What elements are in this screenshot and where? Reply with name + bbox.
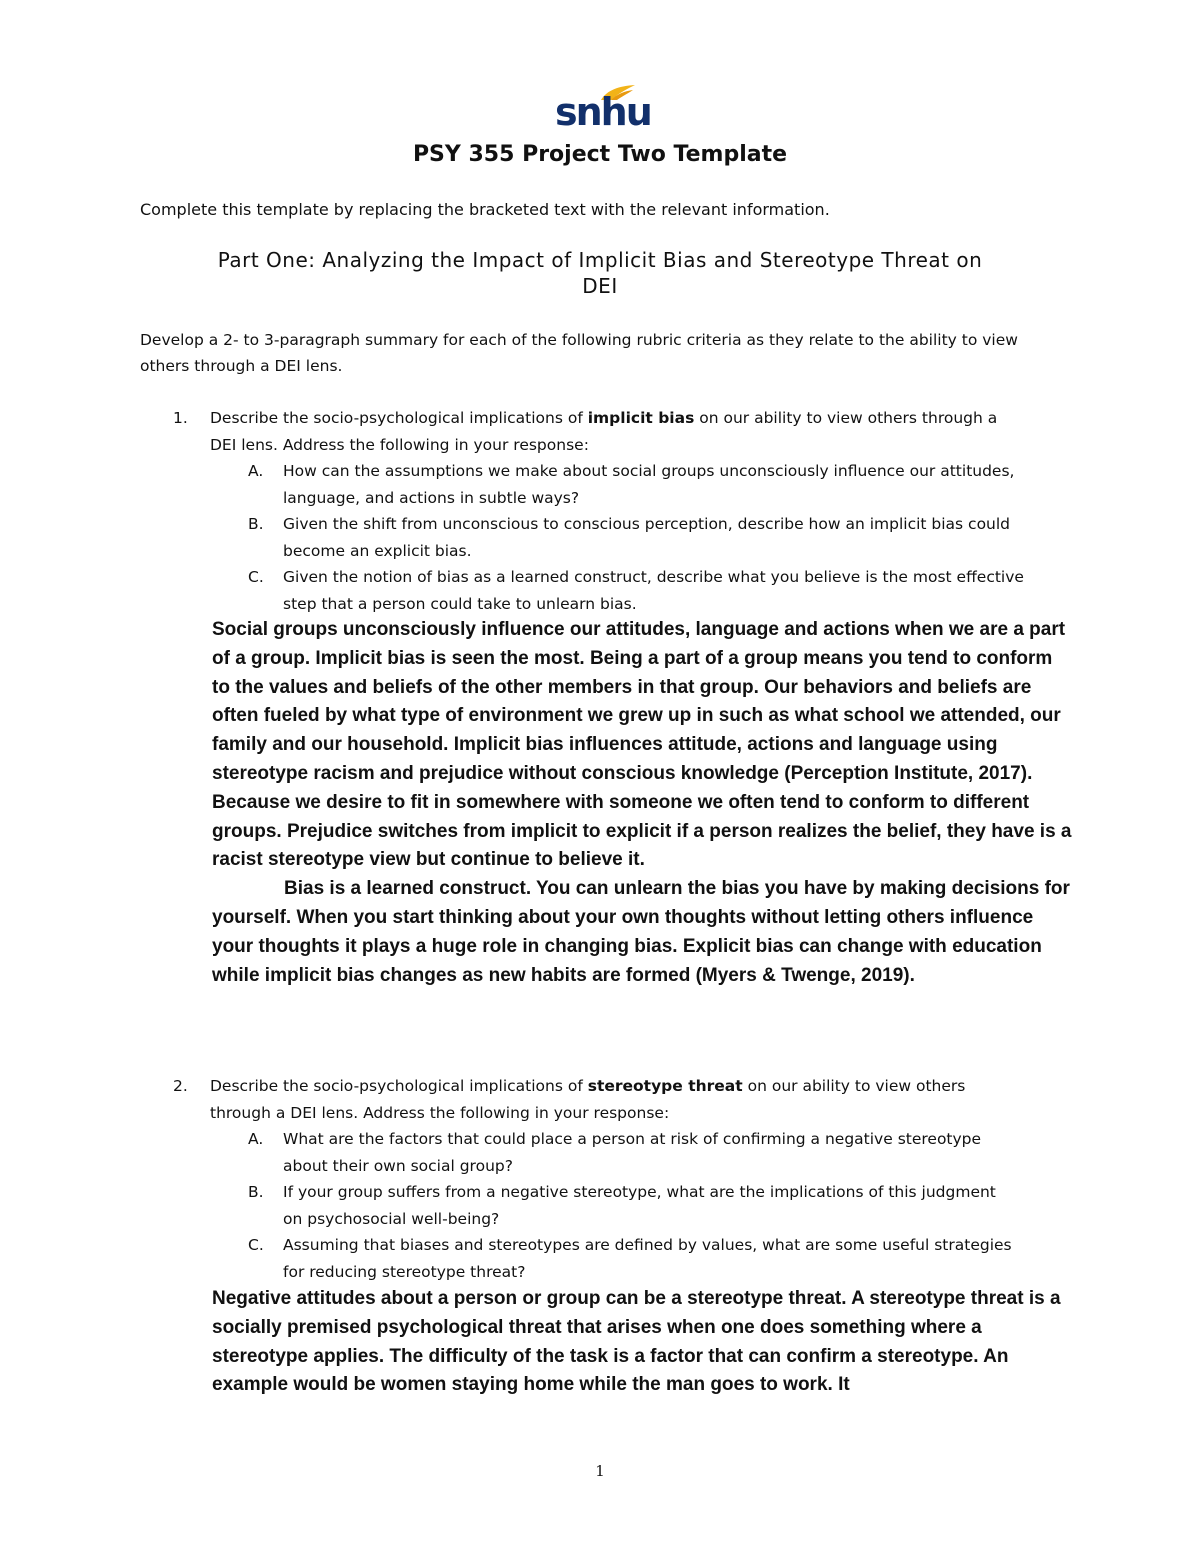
part-one-heading-line2: DEI [582,274,618,298]
sub-question-letter: A. [248,1130,264,1148]
question-prompt [210,1073,1020,1126]
sub-question-letter: B. [248,1183,264,1201]
sub-question-letter: C. [248,1236,264,1254]
question-keyword: implicit bias [587,409,695,427]
part-one-heading-line1: Part One: Analyzing the Impact of Implicit Bias and Stereotype Threat on [217,248,983,272]
page-title: PSY 355 Project Two Template [412,142,788,167]
part-one-heading [140,247,1060,299]
answer-paragraph: Social groups unconsciously influence our attitudes, language and actions when we are a part of a group. Implicit bias is seen the most. Being a part of a group means you tend to conform to the values and beliefs of the other members in that group. Our behaviors and beliefs are often fueled by what type of environment we grew up in such as what school we attended, our family and our household. Implicit bias influences attitude, actions and language using stereotype racism and prejudice without conscious knowledge (Perception Institute, 2017). Because we desire to fit in somewhere with someone we often tend to conform to different groups. Prejudice switches from implicit to explicit if a person realizes the belief, they have is a racist stereotype view but continue to believe it. [212,619,1072,871]
logo-wordmark: snhu [555,90,651,134]
question-suffix: on our ability to view others through a DEI lens. Address the following in your response: [210,1077,966,1122]
sub-question-text: Given the notion of bias as a learned construct, describe what you believe is the most effective step that a person could take to unlearn bias. [283,568,1024,613]
develop-instructions: Develop a 2- to 3-paragraph summary for each of the following rubric criteria as they relate to the ability to view others through a DEI lens. [140,331,1018,375]
question-number: 1. [173,409,188,427]
question-keyword: stereotype threat [587,1077,743,1095]
question-prompt [210,405,1010,458]
answer-text [212,1285,1072,1400]
question-number: 2. [173,1077,188,1095]
answer-paragraph-indented: Bias is a learned construct. You can unlearn the bias you have by making decisions for yourself. When you start thinking about your own thoughts without letting others influence your thoughts it plays a huge role in changing bias. Explicit bias can change with education while implicit bias changes as new habits are formed (Myers & Twenge, 2019). [212,878,1070,986]
question-prefix: Describe the socio-psychological implications of [210,1077,588,1095]
sub-question-letter: B. [248,515,264,533]
sub-question-text: Assuming that biases and stereotypes are defined by values, what are some useful strategies for reducing stereotype threat? [283,1236,1012,1281]
sub-question-text: If your group suffers from a negative stereotype, what are the implications of this judgment on psychosocial well-being? [283,1183,996,1228]
snhu-logo [555,84,651,134]
answer-text [212,616,1072,990]
page-number: 1 [595,1462,605,1480]
answer-paragraph: Negative attitudes about a person or group can be a stereotype threat. A stereotype threat is a socially premised psychological threat that arises when one does something where a stereotype applies. The difficulty of the task is a factor that can confirm a stereotype. An example would be women staying home while the man goes to work. It [212,1288,1061,1396]
question-prefix: Describe the socio-psychological implications of [210,409,588,427]
sub-question-letter: A. [248,462,264,480]
intro-text: Complete this template by replacing the bracketed text with the relevant information. [140,200,830,219]
sub-question-letter: C. [248,568,264,586]
sub-question-text: What are the factors that could place a person at risk of confirming a negative stereotype about their own social group? [283,1130,982,1175]
sub-question-text: How can the assumptions we make about social groups unconsciously influence our attitudes, language, and actions in subtle ways? [283,462,1015,507]
sub-question-text: Given the shift from unconscious to conscious perception, describe how an implicit bias could become an explicit bias. [283,515,1011,560]
question-suffix: on our ability to view others through a DEI lens. Address the following in your response: [210,409,998,454]
